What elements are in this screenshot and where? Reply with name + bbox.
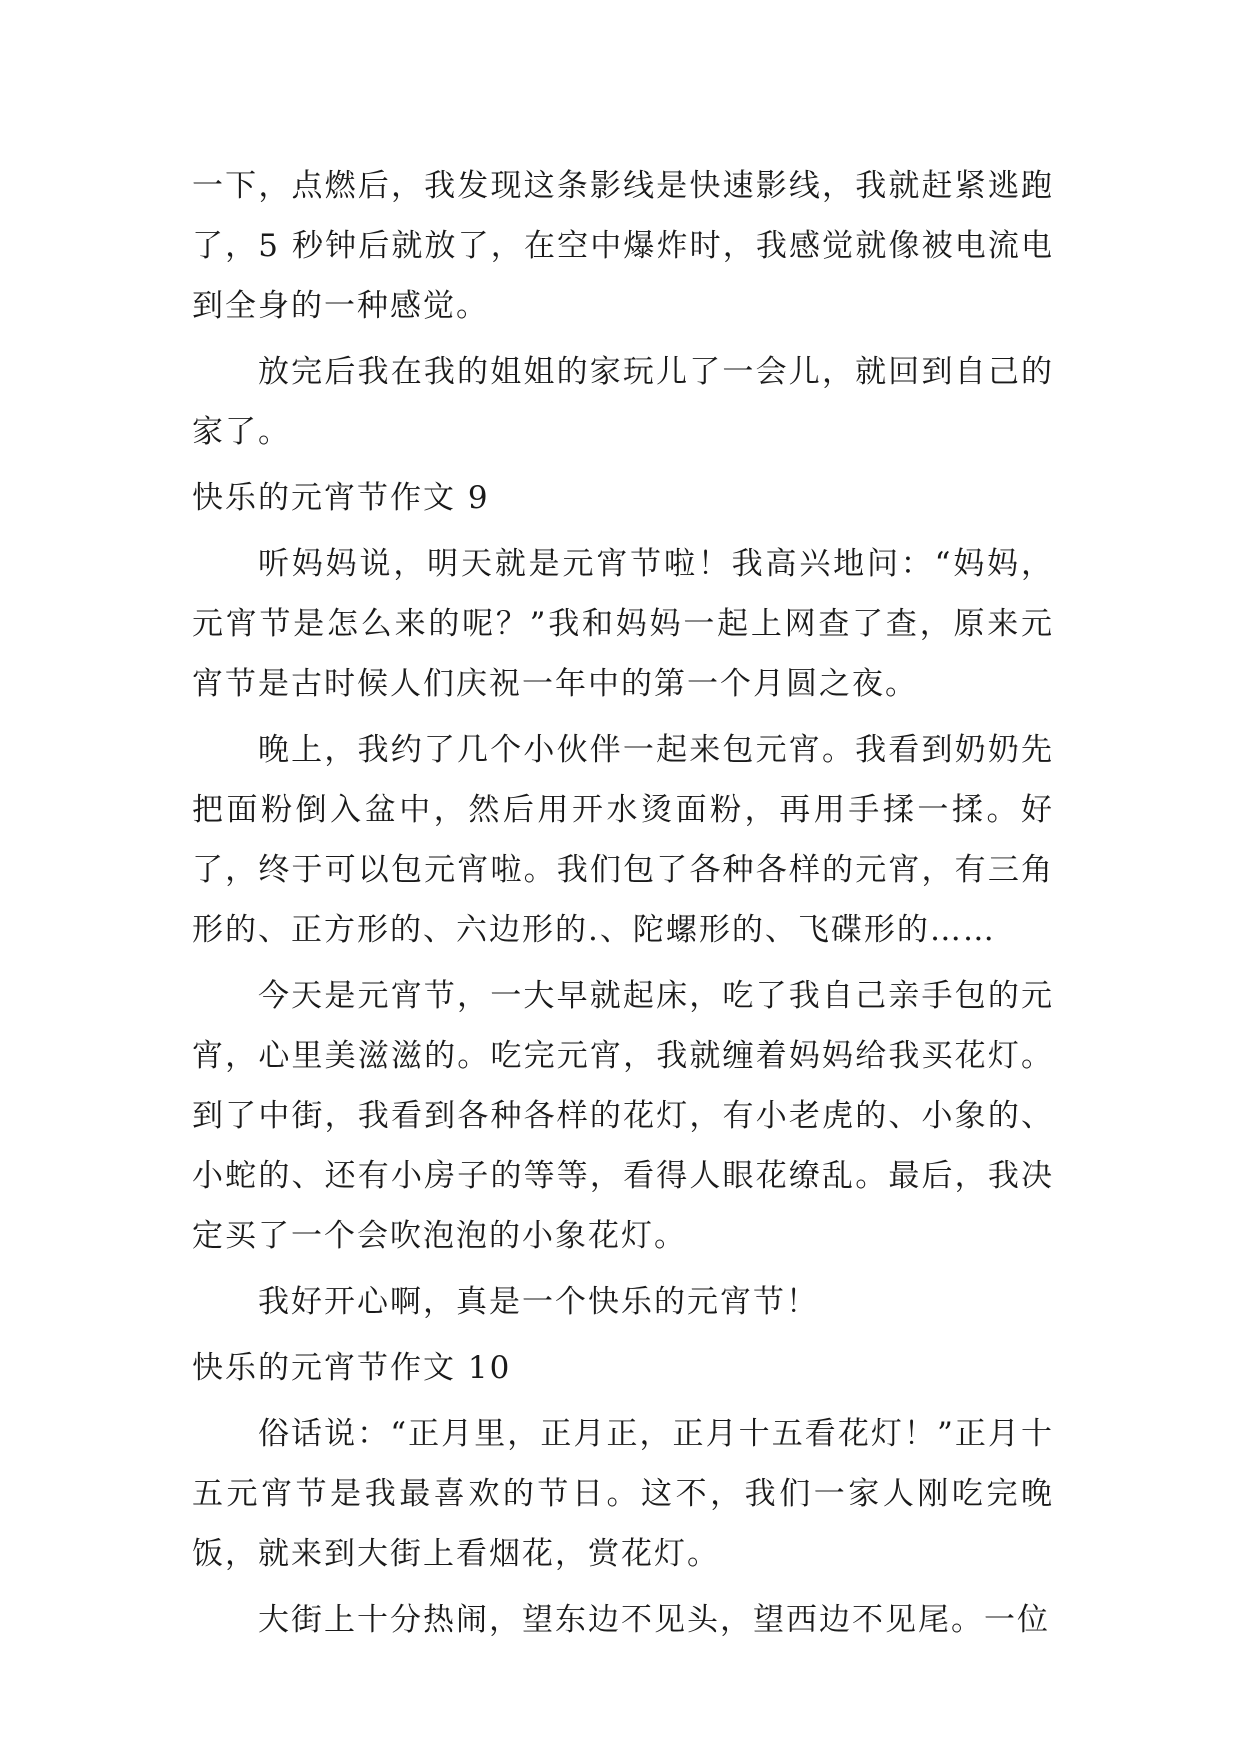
paragraph: 大街上十分热闹，望东边不见头，望西边不见尾。一位 <box>258 1602 1050 1638</box>
paragraph: 俗话说：“正月里，正月正，正月十五看花灯！”正月十五元宵节是我最喜欢的节日。这不，我们一家人刚吃完晚饭，就来到大街上看烟花，赏花灯。 <box>192 1416 1054 1572</box>
paragraph: 听妈妈说，明天就是元宵节啦！我高兴地问：“妈妈，元宵节是怎么来的呢？”我和妈妈一起上网查了查，原来元宵节是古时候人们庆祝一年中的第一个月圆之夜。 <box>192 546 1054 702</box>
essay-heading-9: 快乐的元宵节作文 9 <box>192 480 490 516</box>
paragraph: 放完后我在我的姐姐的家玩儿了一会儿，就回到自己的家了。 <box>192 354 1054 450</box>
document-body <box>192 156 1054 1656</box>
paragraph-continuation: 一下，点燃后，我发现这条影线是快速影线，我就赶紧逃跑了，5 秒钟后就放了，在空中爆炸时，我感觉就像被电流电到全身的一种感觉。 <box>192 168 1054 324</box>
paragraph: 我好开心啊，真是一个快乐的元宵节！ <box>258 1284 819 1320</box>
essay-heading-10: 快乐的元宵节作文 10 <box>192 1350 512 1386</box>
paragraph: 晚上，我约了几个小伙伴一起来包元宵。我看到奶奶先把面粉倒入盆中，然后用开水烫面粉，再用手揉一揉。好了，终于可以包元宵啦。我们包了各种各样的元宵，有三角形的、正方形的、六边形的.、陀螺形的、飞碟形的…… <box>192 732 1054 948</box>
paragraph: 今天是元宵节，一大早就起床，吃了我自己亲手包的元宵，心里美滋滋的。吃完元宵，我就缠着妈妈给我买花灯。到了中街，我看到各种各样的花灯，有小老虎的、小象的、小蛇的、还有小房子的等等，看得人眼花缭乱。最后，我决定买了一个会吹泡泡的小象花灯。 <box>192 978 1054 1254</box>
